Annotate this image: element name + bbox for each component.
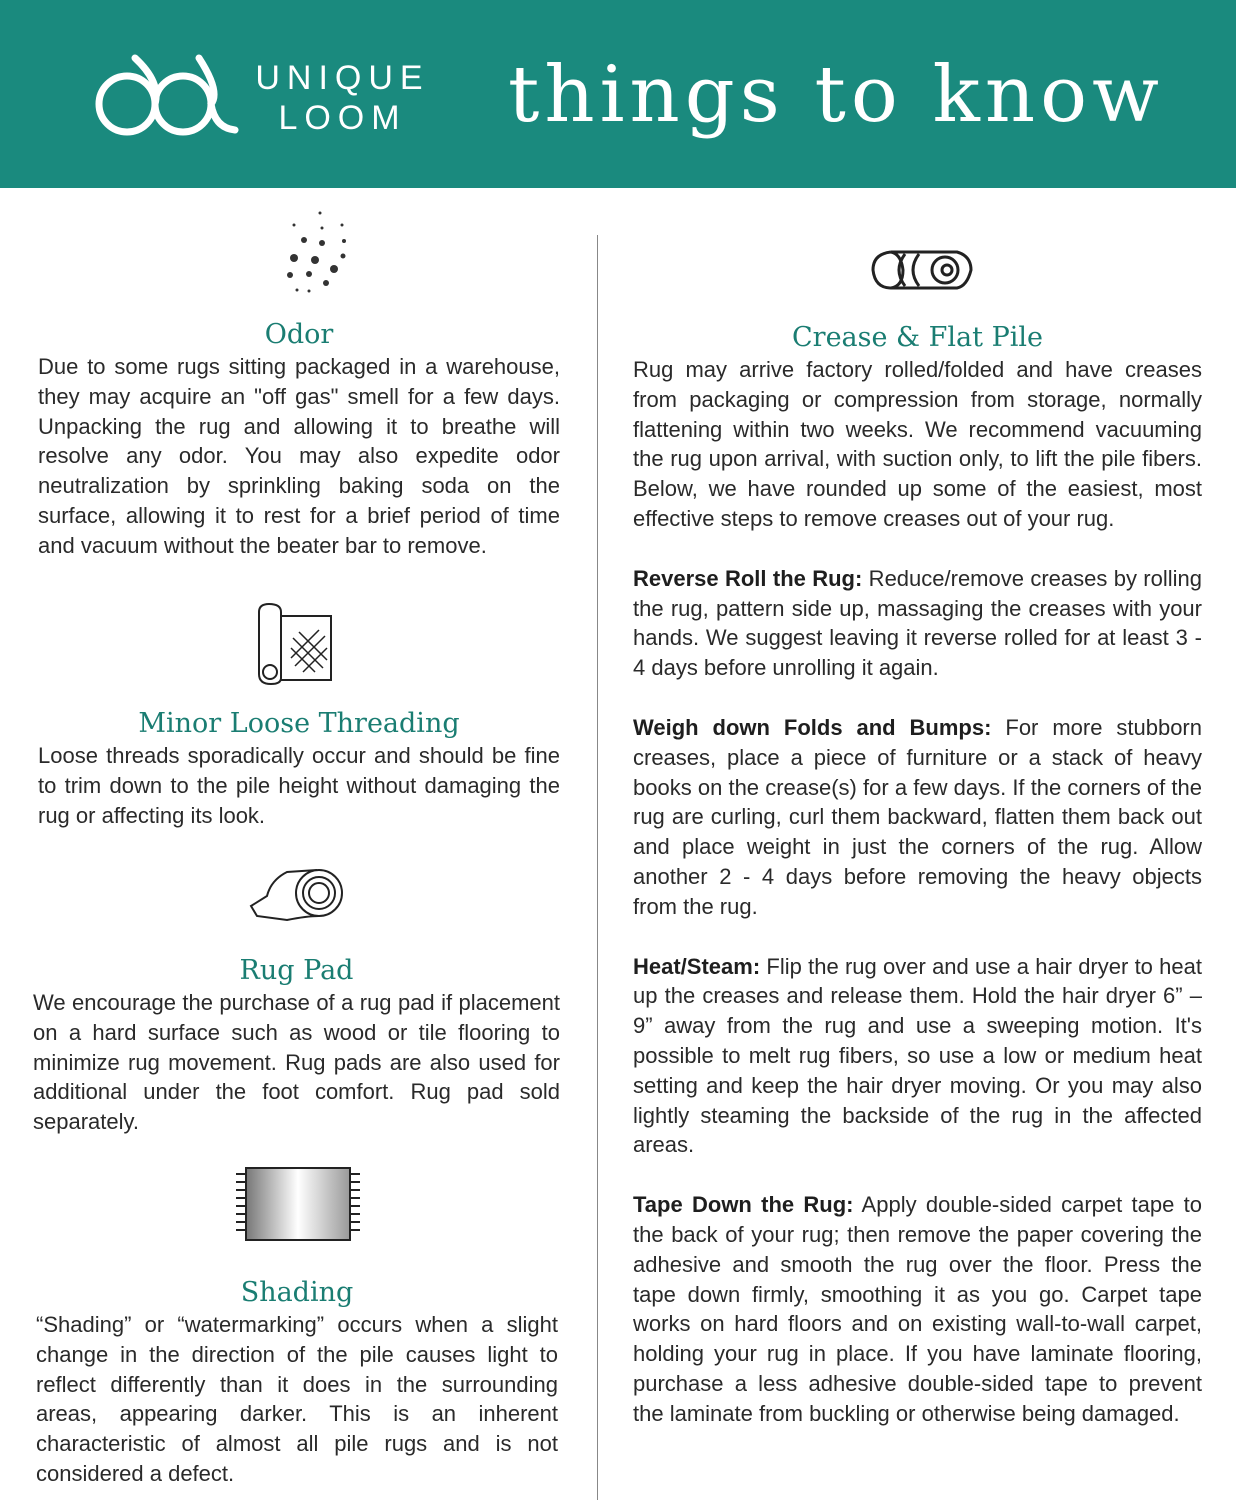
section-title: Crease & Flat Pile: [792, 322, 1043, 353]
section-title: Shading: [240, 1277, 354, 1308]
section-text: We encourage the purchase of a rug pad if placement on a hard surface such as wood or tile flooring to minimize rug movement. Rug pads are also used for additional under the foot comfort. Rug pad sold separately.: [33, 990, 560, 1135]
brand-line-1: UNIQUE: [255, 59, 430, 97]
step-tape-down: [633, 1190, 1202, 1428]
section-rug-pad: [33, 954, 560, 1137]
section-shading: [36, 1276, 558, 1489]
section-odor: [38, 318, 560, 561]
rolled-rug-icon: [871, 248, 975, 292]
step-reverse-roll: [633, 564, 1202, 683]
section-intro: Rug may arrive factory rolled/folded and have creases from packaging or compression from storage, normally flattening within two weeks. We recommend vacuuming the rug upon arrival, with suction only, to lift the pile fibers. Below, we have rounded up some of the easiest, most effective steps to remove creases out of your rug.: [633, 357, 1202, 531]
loose-thread-icon: [255, 602, 337, 686]
step-text: Flip the rug over and use a hair dryer to heat up the creases and release them. Hold the hair dryer 6” – 9” away from the rug and use a sweeping motion. It's possible to melt rug fibers, so use a low or medium heat setting and keep the hair dryer moving. Or you may also lightly steaming the backside of the rug in the affected areas.: [633, 953, 1202, 1158]
section-crease-flat-pile: [633, 321, 1202, 1429]
shaded-rug-icon: [234, 1166, 362, 1242]
section-title: Minor Loose Threading: [138, 708, 460, 739]
brand-name: [255, 58, 430, 138]
step-label: Weigh down Folds and Bumps:: [633, 714, 992, 740]
step-text: Reduce/remove creases by rolling the rug, pattern side up, massaging the creases with your hands. We suggest leaving it reverse rolled for at least 3 - 4 days before unrolling it again.: [633, 565, 1202, 681]
section-text: Due to some rugs sitting packaged in a warehouse, they may acquire an "off gas" smell for a few days. Unpacking the rug and allowing it to breathe will resolve any odor. You may also expedite odor neutralization by sprinkling baking soda on the surface, allowing it to rest for a brief period of time and vacuum without the beater bar to remove.: [38, 354, 560, 558]
header-banner: [0, 0, 1236, 188]
column-divider: [597, 235, 598, 1500]
section-title: Odor: [264, 319, 334, 350]
rug-pad-roll-icon: [247, 866, 345, 924]
section-loose-threading: [38, 707, 560, 830]
unique-loom-logo-icon: [95, 52, 240, 138]
step-label: Heat/Steam:: [633, 953, 761, 979]
step-heat-steam: [633, 952, 1202, 1161]
step-text: Apply double-sided carpet tape to the back of your rug; then remove the paper covering the adhesive and smooth the rug over the floor. Press the tape down firmly, smoothing it as you go. Carpet tape works on hard floors and on existing wall-to-wall carpet, holding your rug in place. If you have laminate flooring, purchase a less adhesive double-sided tape to prevent the laminate from buckling or otherwise being damaged.: [633, 1192, 1202, 1426]
brand-line-2: LOOM: [278, 99, 407, 137]
step-label: Reverse Roll the Rug:: [633, 565, 863, 591]
step-label: Tape Down the Rug:: [633, 1192, 854, 1218]
step-text: For more stubborn creases, place a piece of furniture or a stack of heavy books on the crease(s) for a few days. If the corners of the rug are curling, curl them backward, flatten them back out and place weight in just the corners of the rug. Allow another 2 - 4 days before removing the heavy objects from the rug.: [633, 714, 1202, 919]
section-text: “Shading” or “watermarking” occurs when a slight change in the direction of the pile causes light to reflect differently than it does in the surrounding areas, appearing darker. This is an inherent characteristic of almost all pile rugs and is not considered a defect.: [36, 1312, 558, 1486]
step-weigh-down: [633, 713, 1202, 922]
page-title: things to know: [508, 50, 1164, 140]
odor-dots-icon: [282, 208, 352, 298]
section-title: Rug Pad: [239, 955, 354, 986]
section-text: Loose threads sporadically occur and should be fine to trim down to the pile height without damaging the rug or affecting its look.: [38, 743, 560, 828]
